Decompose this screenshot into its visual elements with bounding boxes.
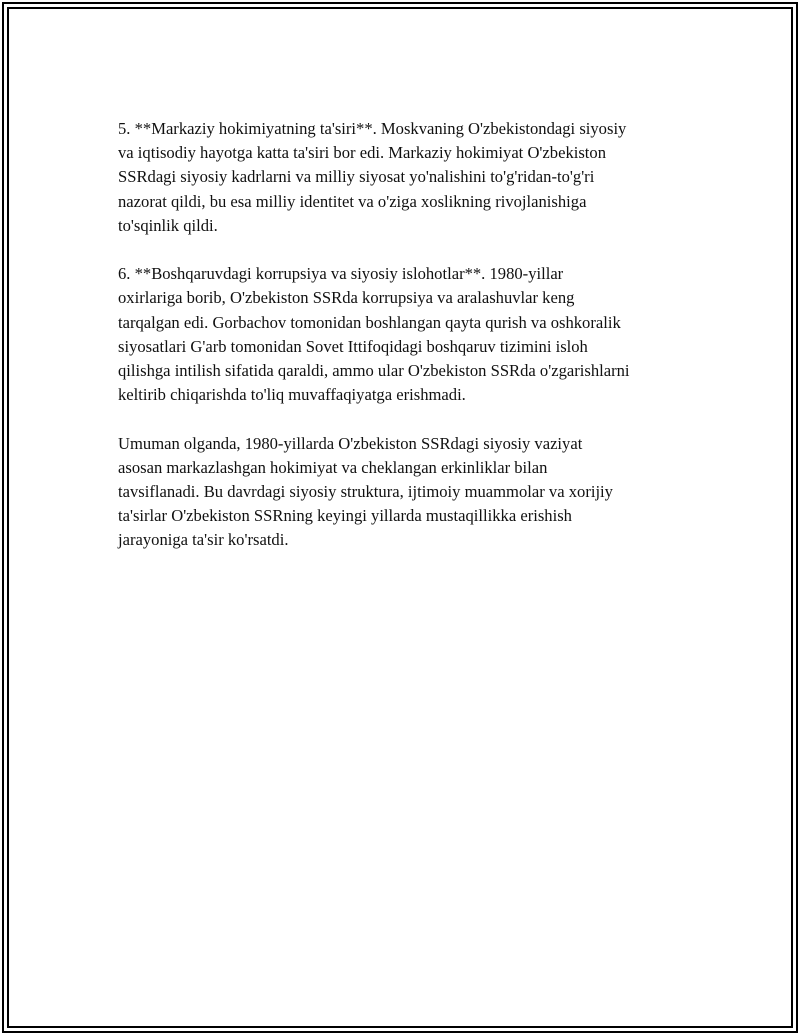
text-line: oxirlariga borib, O'zbekiston SSRda korrupsiya va aralashuvlar keng [118,288,575,308]
document-body [118,117,698,577]
text-line: to'sqinlik qildi. [118,215,218,235]
text-line: SSRdagi siyosiy kadrlarni va milliy siyosat yo'nalishini to'g'ridan-to'g'ri [118,167,595,187]
text-line: keltirib chiqarishda to'liq muvaffaqiyatga erishmadi. [118,385,466,405]
text-line: 5. **Markaziy hokimiyatning ta'siri**. Moskvaning O'zbekistondagi siyosiy [118,119,627,138]
paragraph-corruption-reforms [118,262,698,407]
text-line: jarayoniga ta'sir ko'rsatdi. [118,530,289,550]
text-line: 6. **Boshqaruvdagi korrupsiya va siyosiy islohotlar**. 1980-yillar [118,264,564,284]
text-line: va iqtisodiy hayotga katta ta'siri bor edi. Markaziy hokimiyat O'zbekiston [118,143,607,163]
text-line: tarqalgan edi. Gorbachov tomonidan boshlangan qayta qurish va oshkoralik [118,312,621,332]
text-line: Umuman olganda, 1980-yillarda O'zbekiston SSRdagi siyosiy vaziyat [118,433,583,453]
text-line: nazorat qildi, bu esa milliy identitet va o'ziga xoslikning rivojlanishiga [118,191,587,211]
paragraph-central-authority [118,117,698,238]
text-line: ta'sirlar O'zbekiston SSRning keyingi yillarda mustaqillikka erishish [118,506,572,526]
text-line: siyosatlari G'arb tomonidan Sovet Ittifoqidagi boshqaruv tizimini isloh [118,336,588,356]
text-line: tavsiflanadi. Bu davrdagi siyosiy struktura, ijtimoiy muammolar va xorijiy [118,482,613,502]
text-line: qilishga intilish sifatida qaraldi, ammo ular O'zbekiston SSRda o'zgarishlarni [118,361,630,381]
paragraph-conclusion [118,432,698,553]
text-line: asosan markazlashgan hokimiyat va cheklangan erkinliklar bilan [118,457,548,477]
